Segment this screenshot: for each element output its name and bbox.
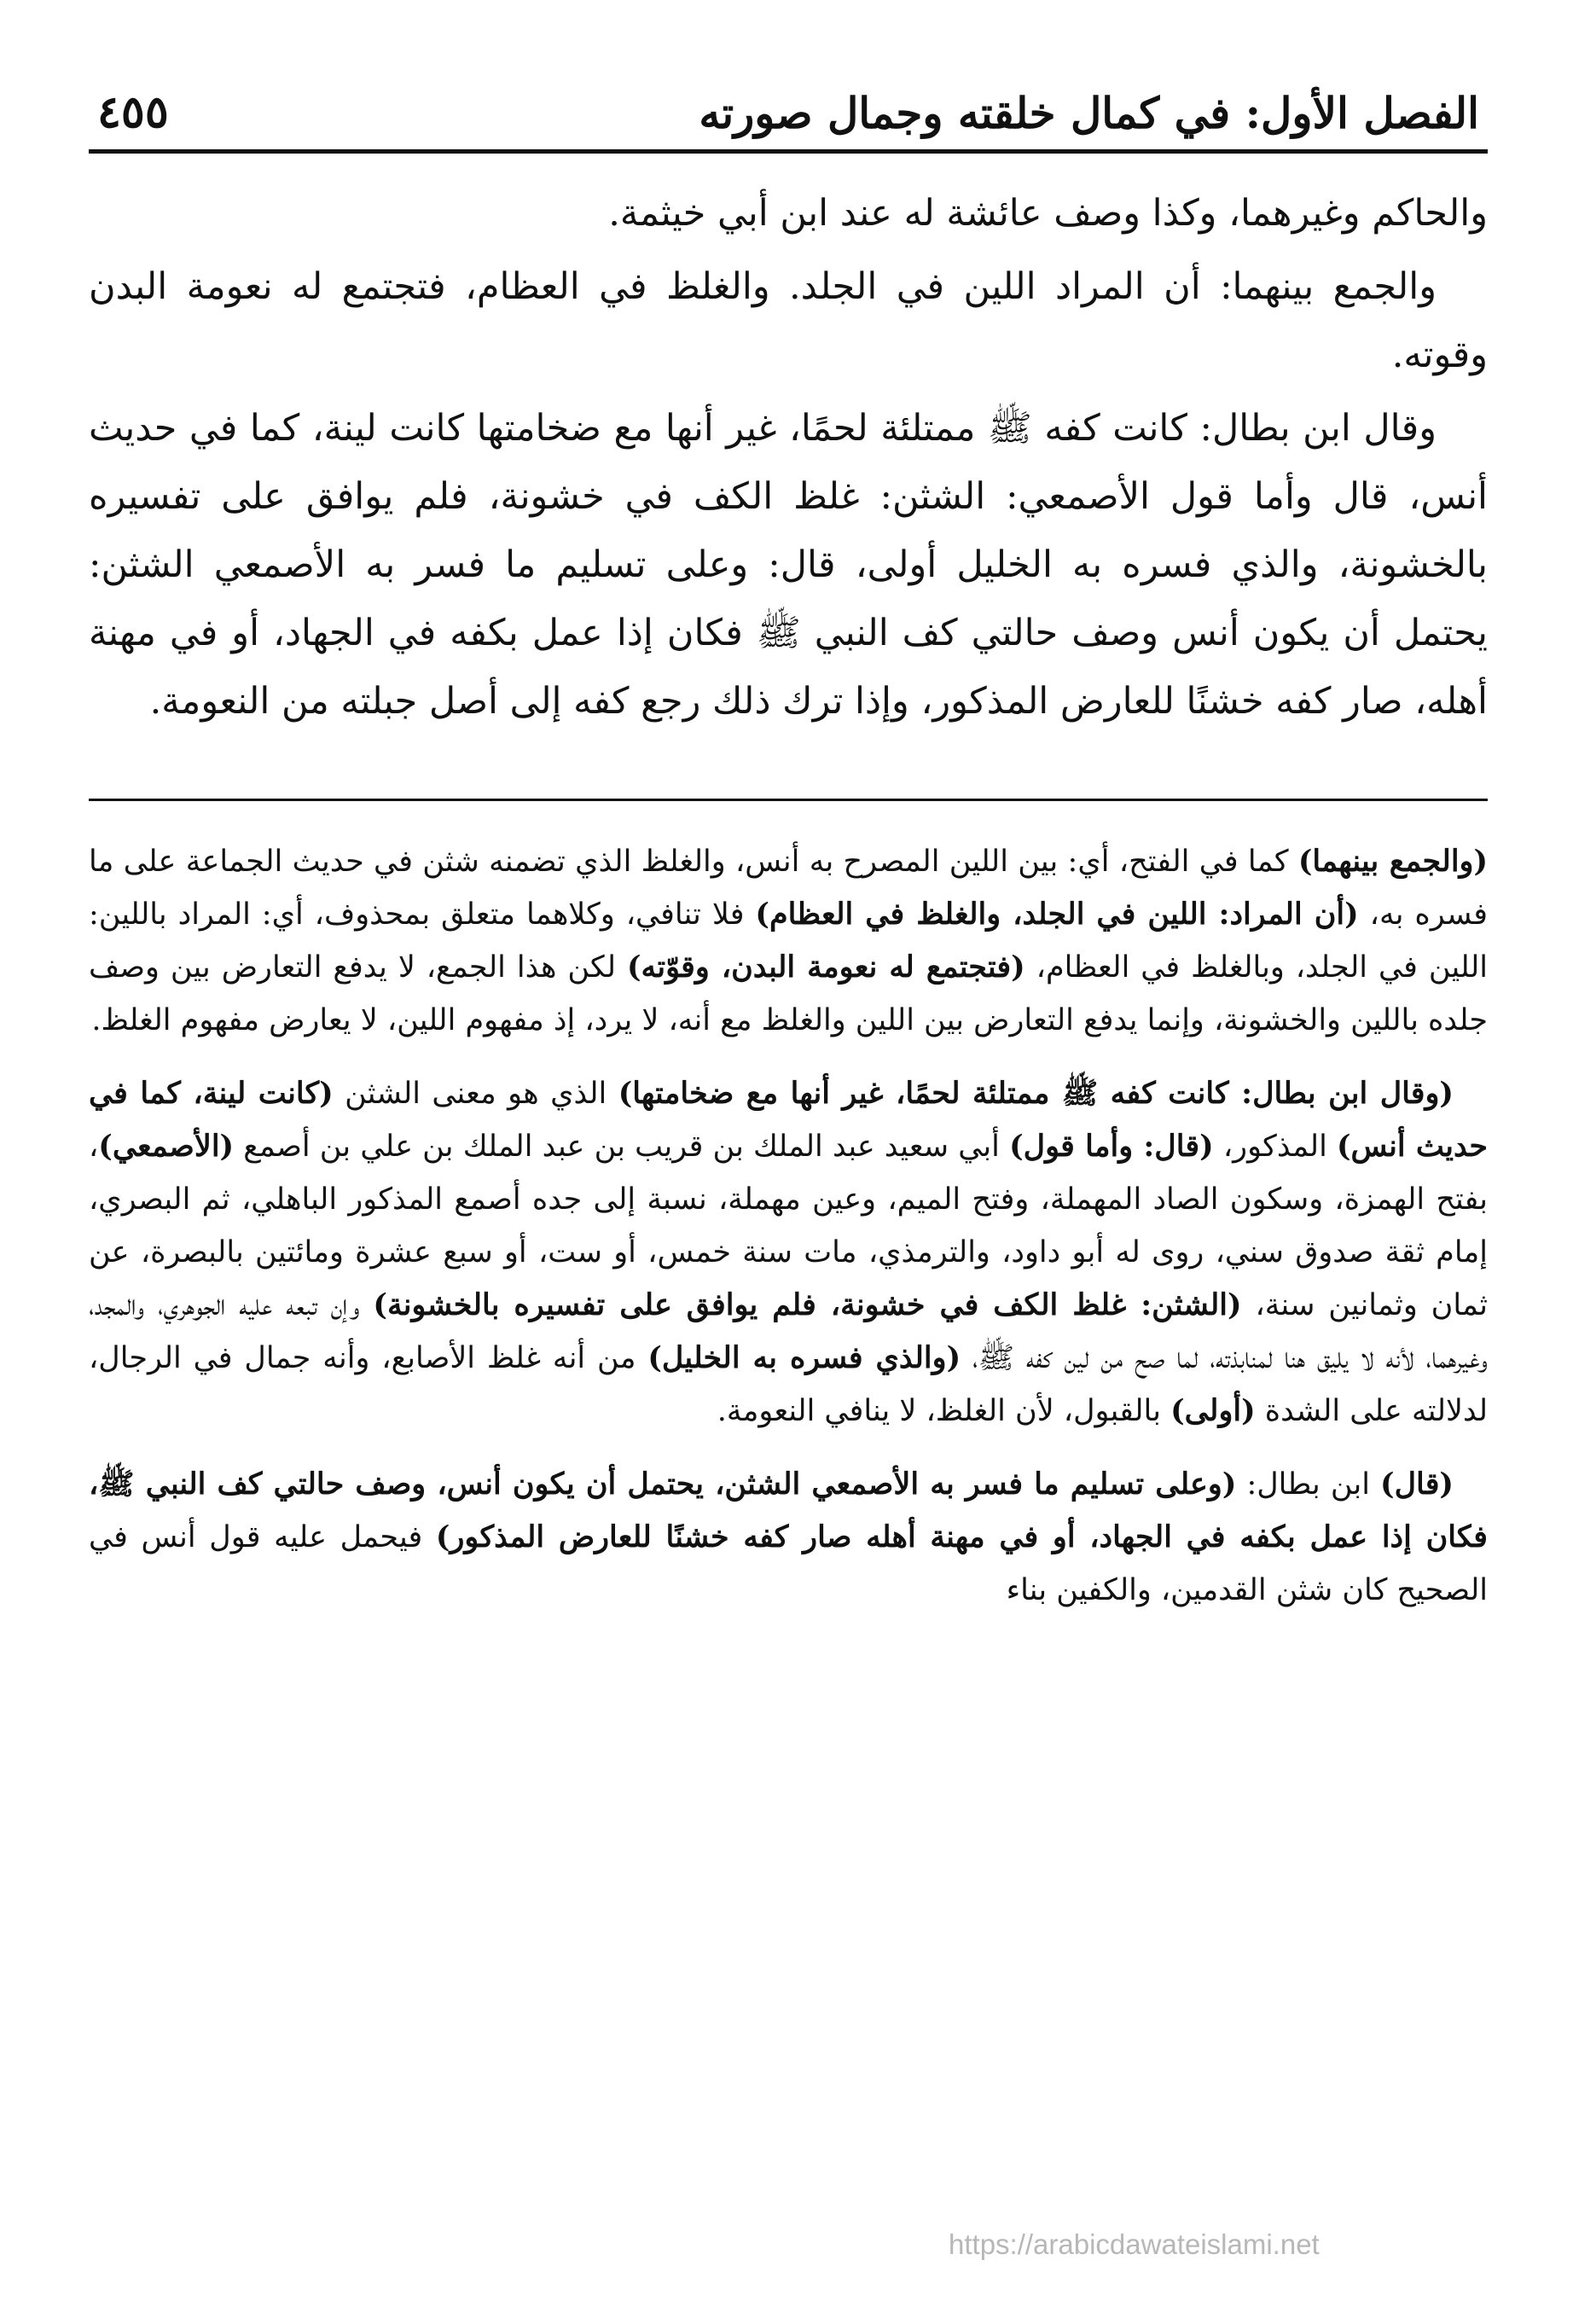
page-header <box>89 68 1488 154</box>
main-text <box>89 179 1488 735</box>
commentary-text: المذكور، <box>1213 1130 1337 1164</box>
commentary-text: بالقبول، لأن الغلظ، لا ينافي النعومة. <box>717 1394 1171 1428</box>
quoted-phrase: (الشثن: غلظ الكف في خشونة، فلم يوافق على تفسيره بالخشونة) <box>373 1287 1242 1322</box>
quoted-phrase: (قال: وأما قول) <box>1009 1129 1214 1164</box>
commentary-text: ، بفتح الهمزة، وسكون الصاد المهملة، وفتح الميم، وعين مهملة، نسبة إلى جده أصمع المذكور الباهلي، ثم البصري، إمام ثقة صدوق سني، روى له أبو داود، والترمذي، مات سنة خمس، أو ست، أو سبع عشرة ومائتين بالبصرة، عن ثمان وثمانين سنة، <box>89 1130 1488 1322</box>
commentary-paragraph <box>89 835 1488 1047</box>
quoted-phrase: (قال) <box>1380 1467 1454 1502</box>
commentary-section <box>89 835 1488 1617</box>
page-number: ٤٥٥ <box>97 86 169 138</box>
book-page <box>89 68 1488 2286</box>
commentary-paragraph <box>89 1458 1488 1617</box>
commentary-text: الذي هو معنى الشثن <box>333 1077 618 1111</box>
commentary-text: لكن هذا الجمع، لا يدفع التعارض بين وصف جلده باللين والخشونة، وإنما يدفع التعارض بين اللين والغلظ مع أنه، لا يرد، إذ مفهوم اللين، لا يعارض مفهوم الغلظ. <box>89 950 1488 1037</box>
commentary-text: فيحمل عليه قول أنس في الصحيح كان شثن القدمين، والكفين بناء <box>89 1520 1488 1607</box>
quoted-phrase: (أن المراد: اللين في الجلد، والغلظ في العظام) <box>755 897 1359 932</box>
main-paragraph: وقال ابن بطال: كانت كفه ﷺ ممتلئة لحمًا، غير أنها مع ضخامتها كانت لينة، كما في حديث أنس، قال وأما قول الأصمعي: الشثن: غلظ الكف في خشونة، فلم يوافق على تفسيره بالخشونة، والذي فسره به الخليل أولى، قال: وعلى تسليم ما فسر به الأصمعي الشثن: يحتمل أن يكون أنس وصف حالتي كف النبي ﷺ فكان إذا عمل بكفه في الجهاد، أو في مهنة أهله، صار كفه خشنًا للعارض المذكور، وإذا ترك ذلك رجع كفه إلى أصل جبلته من النعومة. <box>89 407 1488 723</box>
quoted-phrase: (والجمع بينهما) <box>1297 844 1489 879</box>
chapter-running-title: الفصل الأول: في كمال خلقته وجمال صورته <box>699 88 1479 138</box>
footnote-divider <box>89 799 1488 801</box>
quoted-phrase: (فتجتمع له نعومة البدن، وقوّته) <box>627 950 1025 985</box>
quoted-phrase: (كانت لينة، كما في حديث أنس) <box>89 1076 1489 1164</box>
commentary-text: وإن تبعه عليه الجوهري، والمجد، وغيرهما، لأنه لا يليق هنا لمنابذته، لما صح من لين كفه ﷺ، <box>89 1288 1488 1375</box>
commentary-paragraph <box>89 1067 1488 1438</box>
quoted-phrase: (أولى) <box>1170 1393 1256 1428</box>
commentary-text: ابن بطال: <box>1236 1467 1381 1502</box>
commentary-text: أبي سعيد عبد الملك بن قريب بن عبد الملك بن علي بن أصمع <box>234 1130 1010 1164</box>
main-paragraph: والحاكم وغيرهما، وكذا وصف عائشة له عند ابن أبي خيثمة. <box>608 192 1488 235</box>
commentary-text: فلا تنافي، وكلاهما متعلق بمحذوف، أي: المراد باللين: اللين في الجلد، وبالغلظ في العظام، <box>89 898 1489 985</box>
quoted-phrase: (الأصمعي) <box>98 1129 235 1164</box>
main-paragraph: والجمع بينهما: أن المراد اللين في الجلد. والغلظ في العظام، فتجتمع له نعومة البدن وقوته. <box>89 265 1488 376</box>
commentary-text: من أنه غلظ الأصابع، وأنه جمال في الرجال، لدلالته على الشدة <box>89 1341 1488 1428</box>
quoted-phrase: (وعلى تسليم ما فسر به الأصمعي الشثن، يحتمل أن يكون أنس، وصف حالتي كف النبي ﷺ، فكان إذا عمل بكفه في الجهاد، أو في مهنة أهله صار كفه خشنًا للعارض المذكور) <box>89 1467 1488 1554</box>
quoted-phrase: (وقال ابن بطال: كانت كفه ﷺ ممتلئة لحمًا، غير أنها مع ضخامتها) <box>618 1076 1454 1111</box>
source-watermark: https://arabicdawateislami.net <box>949 2228 1320 2260</box>
commentary-text: كما في الفتح، أي: بين اللين المصرح به أنس، والغلظ الذي تضمنه شثن في حديث الجماعة على ما فسره به، <box>89 845 1489 932</box>
header-rule <box>89 149 1488 154</box>
quoted-phrase: (والذي فسره به الخليل) <box>647 1340 961 1375</box>
